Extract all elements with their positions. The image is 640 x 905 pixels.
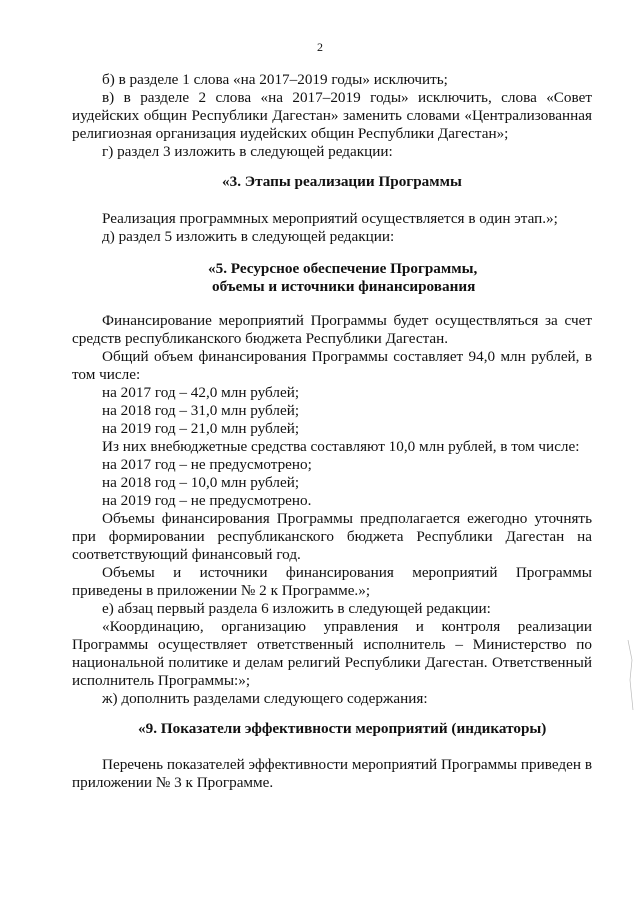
text-line: Перечень показателей эффективности мероприятий Программы приведен в: [102, 756, 592, 773]
text-line: на 2019 год – не предусмотрено.: [102, 492, 312, 509]
text-line: е) абзац первый раздела 6 изложить в следующей редакции:: [102, 600, 491, 617]
text-line: ж) дополнить разделами следующего содержания:: [102, 690, 428, 707]
text-line: Реализация программных мероприятий осуществляется в один этап.»;: [102, 210, 558, 227]
text-line: национальной политике и делам религий Республики Дагестан. Ответственный: [72, 654, 592, 671]
text-line: средств республиканского бюджета Республики Дагестан.: [72, 330, 449, 347]
text-line: Общий объем финансирования Программы составляет 94,0 млн рублей, в: [102, 348, 592, 365]
text-line: Программы осуществляет ответственный исполнитель – Министерство по: [72, 636, 592, 653]
text-line: приведены в приложении № 2 к Программе.»;: [72, 582, 371, 599]
text-line: исполнитель Программы:»;: [72, 672, 251, 689]
text-line: в) в разделе 2 слова «на 2017–2019 годы» исключить, слова «Совет: [102, 89, 592, 106]
scan-artifact: [626, 640, 634, 710]
text-line: том числе:: [72, 366, 141, 383]
text-line: Финансирование мероприятий Программы будет осуществляться за счет: [102, 312, 592, 329]
section-heading: «5. Ресурсное обеспечение Программы,: [208, 260, 478, 277]
text-line: б) в разделе 1 слова «на 2017–2019 годы» исключить;: [102, 71, 448, 88]
text-line: на 2019 год – 21,0 млн рублей;: [102, 420, 300, 437]
section-heading: «3. Этапы реализации Программы: [222, 173, 462, 190]
text-line: иудейских общин Республики Дагестан» заменить словами «Централизованная: [72, 107, 592, 124]
text-line: соответствующий финансовый год.: [72, 546, 301, 563]
text-line: религиозная организация иудейских общин Республики Дагестан»;: [72, 125, 509, 142]
text-line: д) раздел 5 изложить в следующей редакции:: [102, 228, 395, 245]
text-line: на 2018 год – 31,0 млн рублей;: [102, 402, 300, 419]
text-line: Из них внебюджетные средства составляют 10,0 млн рублей, в том числе:: [102, 438, 580, 455]
section-heading: «9. Показатели эффективности мероприятий (индикаторы): [138, 720, 547, 737]
text-line: на 2017 год – не предусмотрено;: [102, 456, 312, 473]
text-line: на 2018 год – 10,0 млн рублей;: [102, 474, 300, 491]
text-line: Объемы финансирования Программы предполагается ежегодно уточнять: [102, 510, 592, 527]
text-line: г) раздел 3 изложить в следующей редакции:: [102, 143, 393, 160]
page-number: 2: [317, 40, 323, 54]
text-line: на 2017 год – 42,0 млн рублей;: [102, 384, 300, 401]
section-heading: объемы и источники финансирования: [212, 278, 476, 295]
text-line: при формировании республиканского бюджета Республики Дагестан на: [72, 528, 592, 545]
text-line: «Координацию, организацию управления и контроля реализации: [102, 618, 592, 635]
text-line: приложении № 3 к Программе.: [72, 774, 274, 791]
text-line: Объемы и источники финансирования мероприятий Программы: [102, 564, 592, 581]
